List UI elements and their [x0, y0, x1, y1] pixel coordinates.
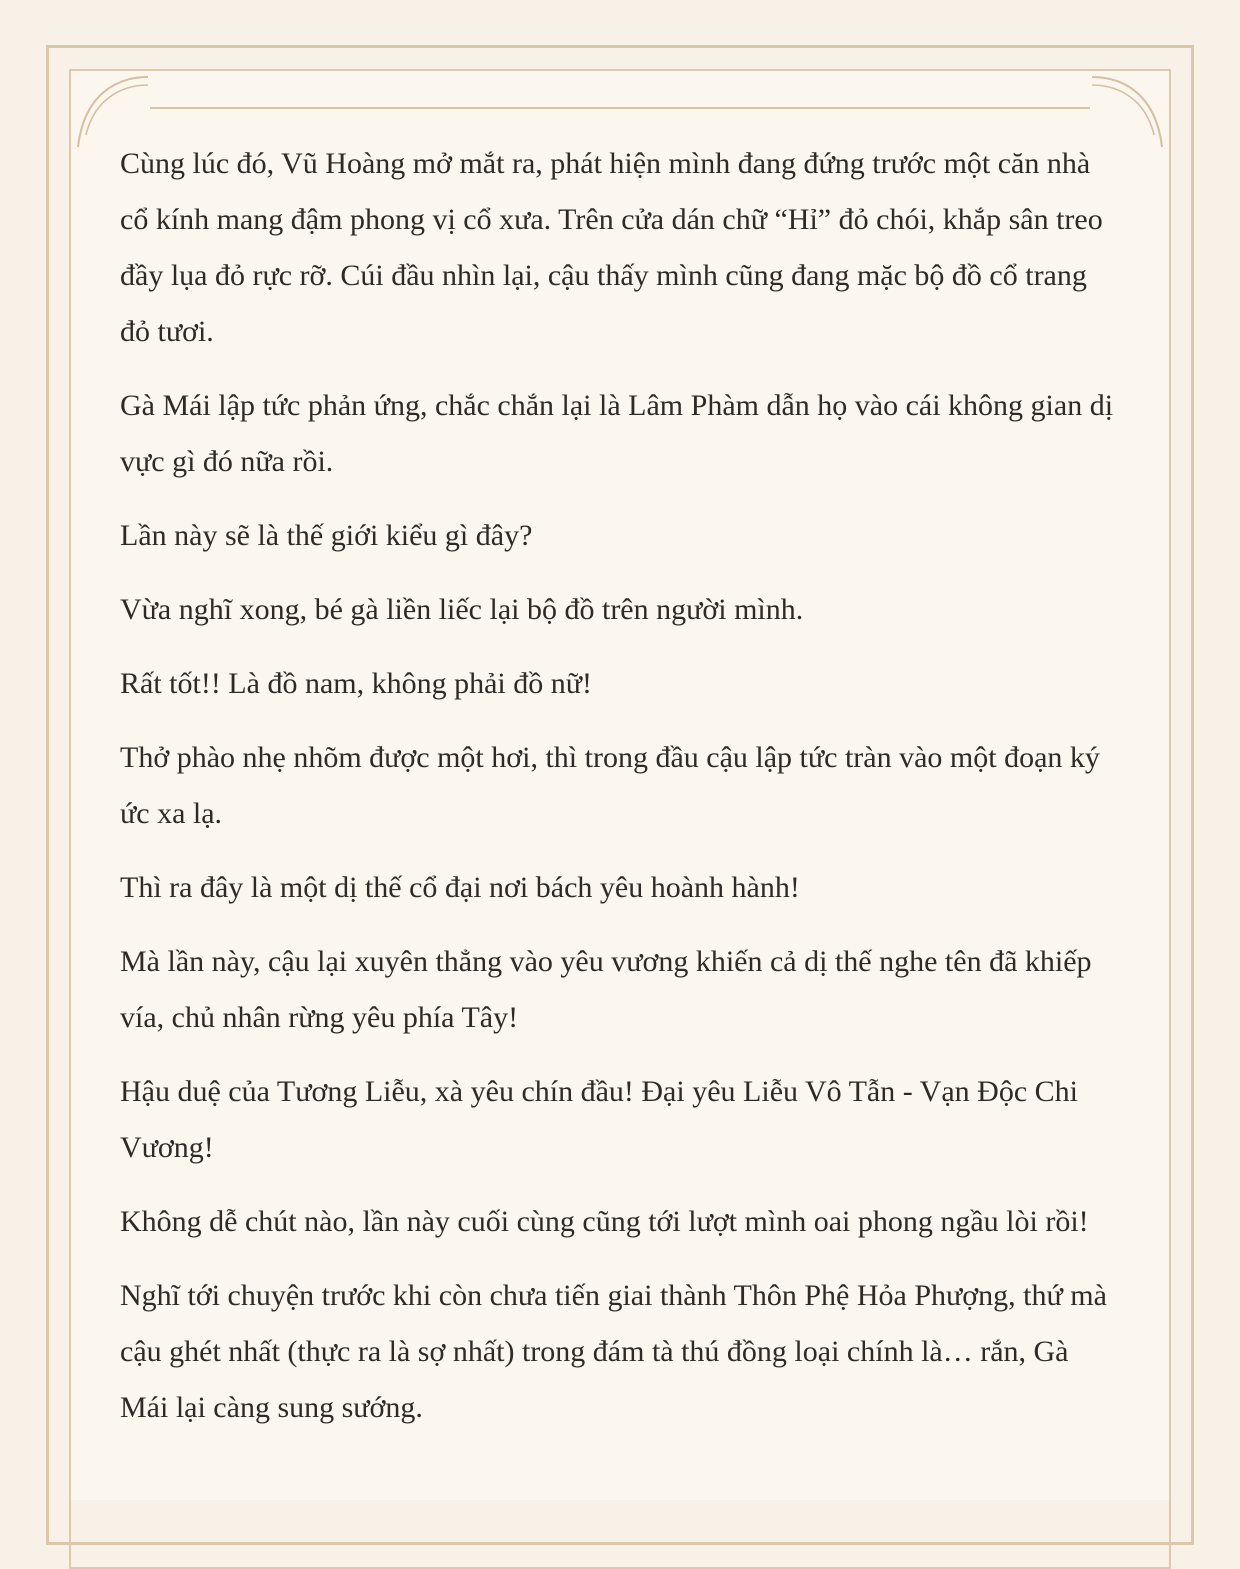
paragraph: Nghĩ tới chuyện trước khi còn chưa tiến giai thành Thôn Phệ Hỏa Phượng, thứ mà cậu ghét nhất (thực ra là sợ nhất) trong đám tà thú đồng loại chính là… rắn, Gà Mái lại càng sung sướng. [120, 1279, 1107, 1424]
paragraph: Gà Mái lập tức phản ứng, chắc chắn lại là Lâm Phàm dẫn họ vào cái không gian dị vực gì đó nữa rồi. [120, 389, 1114, 478]
top-divider-line [150, 107, 1090, 109]
story-text [120, 136, 1120, 1454]
paragraph: Thì ra đây là một dị thế cổ đại nơi bách yêu hoành hành! [120, 871, 800, 904]
paragraph: Không dễ chút nào, lần này cuối cùng cũng tới lượt mình oai phong ngầu lòi rồi! [120, 1205, 1089, 1238]
paragraph: Mà lần này, cậu lại xuyên thẳng vào yêu vương khiến cả dị thế nghe tên đã khiếp vía, chủ nhân rừng yêu phía Tây! [120, 945, 1092, 1034]
paragraph: Cùng lúc đó, Vũ Hoàng mở mắt ra, phát hiện mình đang đứng trước một căn nhà cổ kính mang đậm phong vị cổ xưa. Trên cửa dán chữ “Hỉ” đỏ chói, khắp sân treo đầy lụa đỏ rực rỡ. Cúi đầu nhìn lại, cậu thấy mình cũng đang mặc bộ đồ cổ trang đỏ tươi. [120, 147, 1103, 348]
paragraph: Lần này sẽ là thế giới kiểu gì đây? [120, 519, 533, 552]
paragraph: Thở phào nhẹ nhõm được một hơi, thì trong đầu cậu lập tức tràn vào một đoạn ký ức xa lạ. [120, 741, 1100, 830]
paragraph: Rất tốt!! Là đồ nam, không phải đồ nữ! [120, 667, 593, 700]
paragraph: Hậu duệ của Tương Liễu, xà yêu chín đầu! Đại yêu Liễu Vô Tẫn - Vạn Độc Chi Vương! [120, 1075, 1078, 1164]
paragraph: Vừa nghĩ xong, bé gà liền liếc lại bộ đồ trên người mình. [120, 593, 804, 626]
